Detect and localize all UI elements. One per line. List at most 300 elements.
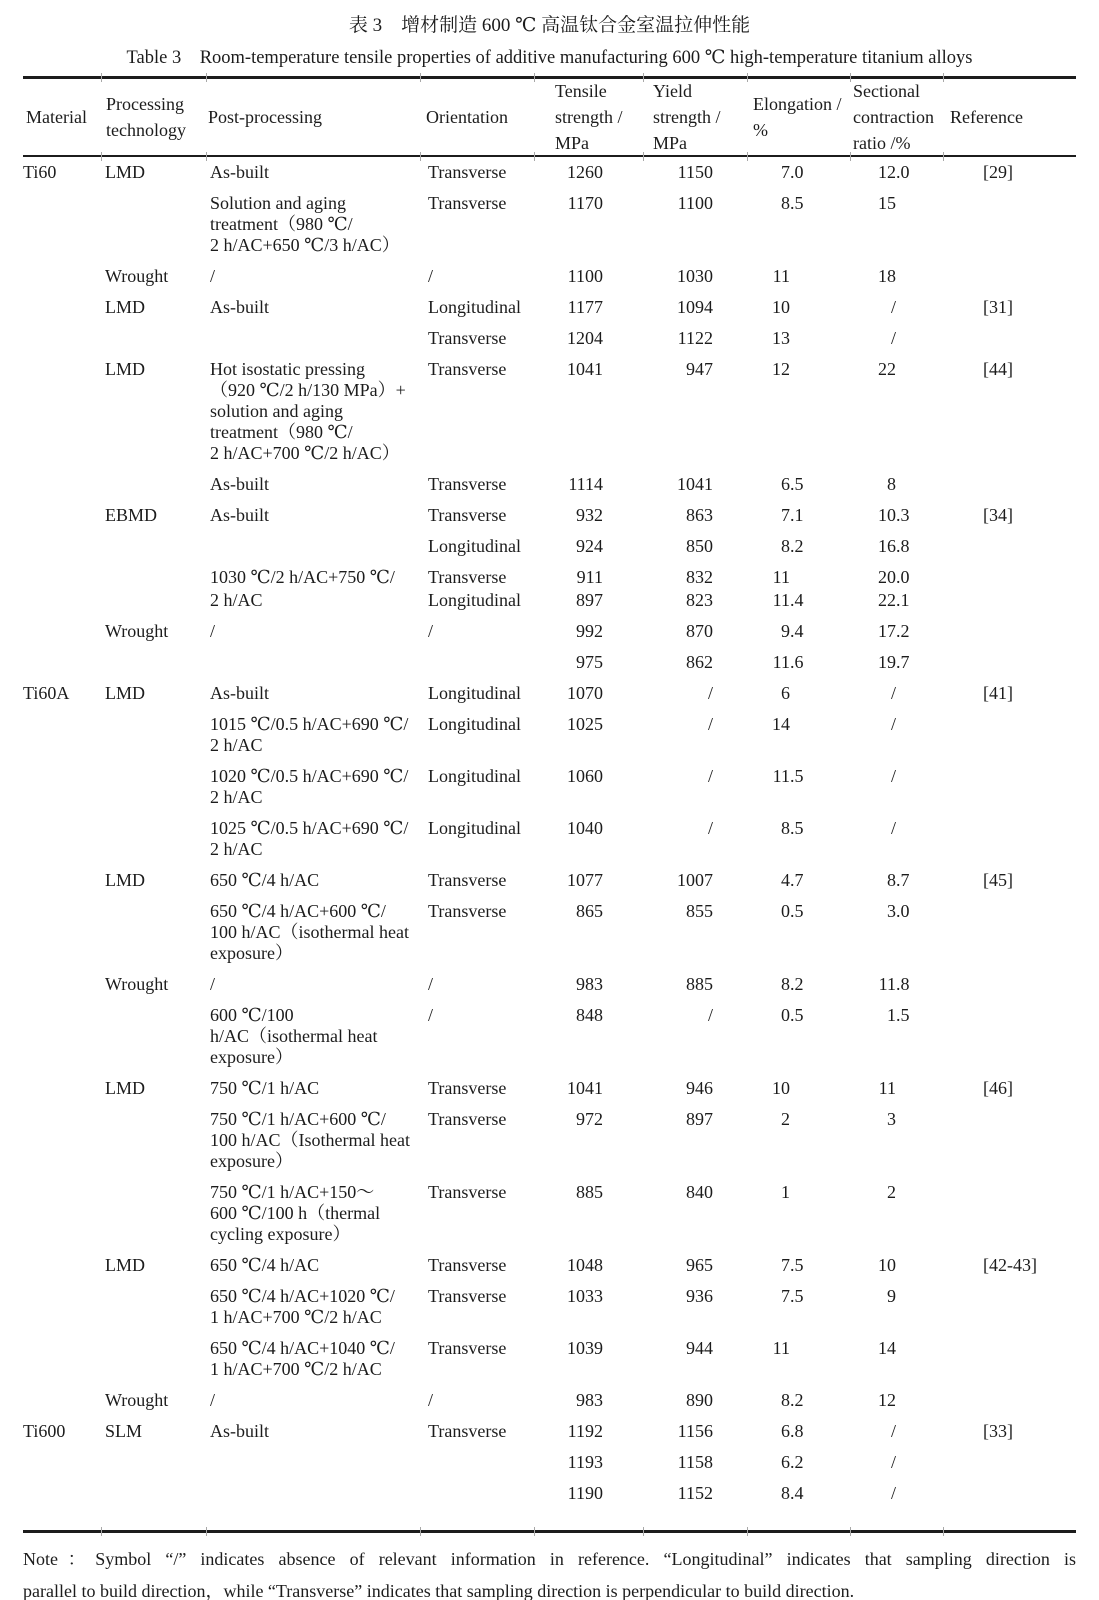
cell-elongation — [747, 1109, 850, 1130]
cell-elongation — [747, 1005, 850, 1026]
column-divider-tick — [420, 1527, 421, 1536]
value-decimal-part: .8 — [896, 535, 910, 556]
value-integer-part: 8 — [887, 869, 896, 890]
header-line: Tensile — [555, 81, 607, 101]
column-divider-tick — [943, 1527, 944, 1536]
cell-sectional-contraction — [850, 359, 943, 380]
cell-tensile-strength: 1177 — [567, 296, 603, 317]
value-integer-part: 12 — [878, 1389, 896, 1410]
value-integer-part: / — [890, 327, 896, 348]
cell-tensile-strength: 1048 — [567, 1254, 603, 1275]
value-decimal-part: .6 — [790, 651, 804, 672]
cell-sectional-contraction — [850, 266, 943, 287]
post-processing-line: Solution and aging — [210, 192, 346, 213]
value-integer-part: 2 — [887, 1181, 896, 1202]
header-line: Elongation / — [753, 94, 842, 114]
cell-tensile-strength: 1114 — [568, 473, 603, 494]
post-processing-line: 1 h/AC+700 ℃/2 h/AC — [210, 1358, 382, 1379]
cell-elongation — [747, 1483, 850, 1504]
cell-tensile-strength: 911 — [576, 566, 603, 587]
post-processing-line: 650 ℃/4 h/AC — [210, 1254, 320, 1275]
cell-yield-strength: 823 — [686, 589, 713, 610]
post-processing-line: treatment（980 ℃/ — [210, 421, 353, 442]
cell-orientation: Transverse — [428, 869, 507, 890]
column-divider-tick — [534, 1527, 535, 1536]
cell-orientation: Transverse — [428, 1285, 507, 1306]
cell-tensile-strength: 848 — [576, 1004, 603, 1025]
header-line: Reference — [950, 107, 1023, 127]
column-divider-tick — [101, 73, 102, 82]
post-processing-line: 2 h/AC+700 ℃/2 h/AC） — [210, 442, 400, 463]
value-decimal-part: .0 — [896, 161, 910, 182]
cell-orientation: / — [428, 1389, 434, 1410]
post-processing-line: 650 ℃/4 h/AC+1020 ℃/ — [210, 1285, 395, 1306]
post-processing-line: As-built — [210, 296, 270, 317]
cell-yield-strength: / — [707, 1004, 713, 1025]
cell-elongation — [747, 714, 850, 735]
cell-orientation: Transverse — [428, 161, 507, 182]
cell-post-processing — [206, 1109, 420, 1172]
cell-tensile-strength: 1260 — [567, 161, 603, 182]
post-processing-line: / — [210, 1389, 216, 1410]
cell-tensile-strength: 983 — [576, 1389, 603, 1410]
table-row — [23, 1338, 1076, 1380]
cell-sectional-contraction — [850, 590, 943, 611]
cell-yield-strength: 897 — [686, 1108, 713, 1129]
cell-sectional-contraction — [850, 766, 943, 787]
cell-orientation: / — [428, 973, 434, 994]
value-integer-part: 11 — [772, 1337, 790, 1358]
cell-orientation: Transverse — [428, 358, 507, 379]
cell-tensile-strength: 932 — [576, 504, 603, 525]
value-integer-part: / — [890, 765, 896, 786]
header-line: Post-processing — [208, 107, 322, 127]
header-line: strength / — [555, 107, 623, 127]
value-integer-part: 4 — [781, 869, 790, 890]
cell-elongation — [747, 1255, 850, 1276]
cell-elongation — [747, 505, 850, 526]
cell-elongation — [747, 1421, 850, 1442]
value-integer-part: 12 — [772, 358, 790, 379]
cell-elongation — [747, 870, 850, 891]
value-integer-part: 1 — [781, 1181, 790, 1202]
cell-reference: [31] — [983, 296, 1013, 317]
table-row — [23, 818, 1076, 860]
value-decimal-part: .0 — [790, 161, 804, 182]
value-integer-part: 10 — [772, 296, 790, 317]
cell-elongation — [747, 1452, 850, 1473]
cell-orientation: Transverse — [428, 1420, 507, 1441]
cell-yield-strength: 1007 — [677, 869, 713, 890]
cell-tensile-strength: 1170 — [567, 192, 603, 213]
value-integer-part: 15 — [878, 192, 896, 213]
cell-reference: [34] — [983, 504, 1013, 525]
value-integer-part: 13 — [772, 327, 790, 348]
value-integer-part: 14 — [878, 1337, 896, 1358]
cell-tensile-strength: 1041 — [567, 1077, 603, 1098]
column-divider-tick — [206, 73, 207, 82]
cell-sectional-contraction — [850, 1286, 943, 1307]
post-processing-line: 2 h/AC+650 ℃/3 h/AC） — [210, 234, 400, 255]
value-integer-part: 17 — [878, 620, 896, 641]
post-processing-line: 2 h/AC — [210, 838, 263, 859]
cell-reference: [29] — [983, 161, 1013, 182]
cell-elongation — [747, 193, 850, 214]
post-processing-line: As-built — [210, 161, 270, 182]
value-decimal-part: .7 — [896, 869, 910, 890]
cell-post-processing — [206, 1005, 420, 1068]
cell-tensile-strength: 897 — [576, 589, 603, 610]
header-line: technology — [106, 120, 186, 140]
cell-post-processing — [206, 474, 420, 495]
cell-processing-technology: Wrought — [105, 973, 169, 994]
table-row — [23, 974, 1076, 995]
value-integer-part: 8 — [781, 535, 790, 556]
cell-elongation — [747, 359, 850, 380]
table-row — [23, 266, 1076, 287]
cell-elongation — [747, 474, 850, 495]
value-integer-part: / — [890, 713, 896, 734]
cell-tensile-strength: 1040 — [567, 817, 603, 838]
value-decimal-part: .5 — [896, 1004, 910, 1025]
table-row — [23, 683, 1076, 704]
header-line: Orientation — [426, 107, 508, 127]
cell-reference: [42-43] — [983, 1254, 1037, 1275]
value-decimal-part: .5 — [790, 817, 804, 838]
table-header-rule — [23, 155, 1076, 157]
table-row — [23, 621, 1076, 642]
value-integer-part: 7 — [781, 1254, 790, 1275]
value-integer-part: / — [890, 296, 896, 317]
cell-post-processing — [206, 359, 420, 464]
table-row — [23, 297, 1076, 318]
note-line-2: parallel to build direction，while “Transverse” indicates that sampling direction is perpendicular to build direction. — [23, 1580, 855, 1600]
value-integer-part: / — [890, 1451, 896, 1472]
cell-processing-technology: LMD — [105, 1077, 145, 1098]
cell-reference: [45] — [983, 869, 1013, 890]
table-bottom-rule — [23, 1530, 1076, 1533]
cell-orientation: Transverse — [428, 1077, 507, 1098]
value-integer-part: 20 — [878, 566, 896, 587]
cell-orientation: Transverse — [428, 1181, 507, 1202]
cell-post-processing — [206, 1286, 420, 1328]
column-divider-tick — [206, 1527, 207, 1536]
cell-tensile-strength: 924 — [576, 535, 603, 556]
cell-elongation — [747, 901, 850, 922]
post-processing-line: As-built — [210, 473, 270, 494]
cell-post-processing — [206, 1255, 420, 1276]
column-divider-tick — [643, 1527, 644, 1536]
table-row — [23, 714, 1076, 756]
header-line: Material — [26, 107, 87, 127]
value-integer-part: 8 — [887, 473, 896, 494]
cell-orientation: Transverse — [428, 327, 507, 348]
value-decimal-part: .5 — [790, 192, 804, 213]
cell-post-processing — [206, 870, 420, 891]
table-row — [23, 901, 1076, 964]
table-body — [23, 157, 1076, 1524]
table-top-rule — [23, 76, 1076, 79]
post-processing-line: As-built — [210, 682, 270, 703]
value-integer-part: 16 — [878, 535, 896, 556]
table-row — [23, 1109, 1076, 1172]
cell-elongation — [747, 162, 850, 183]
cell-yield-strength: 863 — [686, 504, 713, 525]
cell-sectional-contraction — [850, 1483, 943, 1504]
cell-sectional-contraction — [850, 621, 943, 642]
cell-tensile-strength: 1100 — [567, 265, 603, 286]
value-decimal-part: .2 — [790, 1389, 804, 1410]
column-divider-tick — [850, 73, 851, 82]
value-integer-part: 8 — [781, 973, 790, 994]
value-integer-part: 11 — [878, 973, 896, 994]
post-processing-line: 750 ℃/1 h/AC+600 ℃/ — [210, 1108, 386, 1129]
post-processing-line: 2 h/AC — [210, 786, 263, 807]
table-row — [23, 505, 1076, 526]
table-row — [23, 1005, 1076, 1068]
cell-orientation: Longitudinal — [428, 589, 521, 610]
value-integer-part: / — [890, 1482, 896, 1503]
table-row — [23, 1286, 1076, 1328]
value-integer-part: 11 — [772, 651, 790, 672]
cell-yield-strength: 1094 — [677, 296, 713, 317]
table-row — [23, 359, 1076, 464]
value-integer-part: / — [890, 682, 896, 703]
cell-post-processing — [206, 1421, 420, 1442]
cell-sectional-contraction — [850, 1109, 943, 1130]
value-integer-part: 1 — [887, 1004, 896, 1025]
post-processing-line: As-built — [210, 504, 270, 525]
value-integer-part: 8 — [781, 1482, 790, 1503]
cell-tensile-strength: 975 — [576, 651, 603, 672]
column-divider-tick — [747, 1527, 748, 1536]
cell-processing-technology: Wrought — [105, 1389, 169, 1410]
value-decimal-part: .4 — [790, 589, 804, 610]
table-row — [23, 328, 1076, 349]
cell-yield-strength: / — [707, 682, 713, 703]
cell-processing-technology: LMD — [105, 869, 145, 890]
cell-tensile-strength: 972 — [576, 1108, 603, 1129]
post-processing-line: 650 ℃/4 h/AC+1040 ℃/ — [210, 1337, 395, 1358]
value-integer-part: / — [890, 1420, 896, 1441]
cell-material: Ti600 — [23, 1420, 66, 1441]
value-decimal-part: .0 — [896, 566, 910, 587]
cell-post-processing — [206, 1338, 420, 1380]
column-divider-tick — [101, 152, 102, 161]
value-integer-part: 2 — [781, 1108, 790, 1129]
table-row — [23, 590, 1076, 611]
table-row — [23, 652, 1076, 673]
value-decimal-part: .4 — [790, 1482, 804, 1503]
cell-elongation — [747, 328, 850, 349]
post-processing-line: 1025 ℃/0.5 h/AC+690 ℃/ — [210, 817, 409, 838]
post-processing-line: 1 h/AC+700 ℃/2 h/AC — [210, 1306, 382, 1327]
cell-post-processing — [206, 297, 420, 318]
post-processing-line: cycling exposure） — [210, 1223, 351, 1244]
value-integer-part: 8 — [781, 192, 790, 213]
cell-post-processing — [206, 590, 420, 611]
cell-tensile-strength: 865 — [576, 900, 603, 921]
value-integer-part: 11 — [772, 566, 790, 587]
cell-sectional-contraction — [850, 974, 943, 995]
col-header-orientation — [420, 79, 534, 155]
cell-elongation — [747, 1078, 850, 1099]
cell-yield-strength: 870 — [686, 620, 713, 641]
value-integer-part: 22 — [878, 589, 896, 610]
cell-orientation: Transverse — [428, 1337, 507, 1358]
table-row — [23, 1390, 1076, 1411]
post-processing-line: Hot isostatic pressing — [210, 358, 365, 379]
column-divider-tick — [643, 152, 644, 161]
post-processing-line: exposure） — [210, 1046, 293, 1067]
column-divider-tick — [943, 73, 944, 82]
header-line: MPa — [653, 133, 688, 153]
value-decimal-part: .2 — [790, 973, 804, 994]
post-processing-line: 600 ℃/100 h（thermal — [210, 1202, 381, 1223]
table-caption-en: Table 3 Room-temperature tensile properties of additive manufacturing 600 ℃ high-temperature titanium alloys — [126, 48, 973, 68]
cell-elongation — [747, 536, 850, 557]
cell-yield-strength: 1152 — [677, 1482, 713, 1503]
cell-sectional-contraction — [850, 1338, 943, 1359]
cell-yield-strength: 1156 — [677, 1420, 713, 1441]
value-integer-part: 0 — [781, 1004, 790, 1025]
cell-elongation — [747, 1182, 850, 1203]
cell-post-processing — [206, 901, 420, 964]
cell-post-processing — [206, 766, 420, 808]
post-processing-line: 100 h/AC（Isothermal heat — [210, 1129, 410, 1150]
cell-tensile-strength: 1041 — [567, 358, 603, 379]
cell-yield-strength: 936 — [686, 1285, 713, 1306]
table-row — [23, 474, 1076, 495]
cell-sectional-contraction — [850, 714, 943, 735]
cell-post-processing — [206, 193, 420, 256]
cell-sectional-contraction — [850, 328, 943, 349]
cell-sectional-contraction — [850, 818, 943, 839]
cell-yield-strength: 1158 — [677, 1451, 713, 1472]
post-processing-line: 650 ℃/4 h/AC+600 ℃/ — [210, 900, 386, 921]
value-decimal-part: .4 — [790, 620, 804, 641]
column-divider-tick — [534, 152, 535, 161]
cell-post-processing — [206, 266, 420, 287]
table-row — [23, 567, 1076, 588]
cell-processing-technology: Wrought — [105, 265, 169, 286]
cell-tensile-strength: 1192 — [567, 1420, 603, 1441]
value-integer-part: 6 — [781, 1420, 790, 1441]
value-integer-part: 9 — [887, 1285, 896, 1306]
value-decimal-part: .3 — [896, 504, 910, 525]
column-divider-tick — [101, 1527, 102, 1536]
cell-orientation: Transverse — [428, 1108, 507, 1129]
cell-elongation — [747, 1286, 850, 1307]
cell-yield-strength: / — [707, 713, 713, 734]
cell-tensile-strength: 983 — [576, 973, 603, 994]
cell-yield-strength: / — [707, 765, 713, 786]
value-integer-part: 10 — [878, 504, 896, 525]
cell-elongation — [747, 683, 850, 704]
cell-sectional-contraction — [850, 683, 943, 704]
value-decimal-part: .7 — [790, 869, 804, 890]
post-processing-line: 600 ℃/100 — [210, 1004, 294, 1025]
cell-yield-strength: 944 — [686, 1337, 713, 1358]
col-header-tech — [103, 79, 206, 155]
cell-sectional-contraction — [850, 567, 943, 588]
value-decimal-part: .8 — [790, 1420, 804, 1441]
note-line-1: Note：Symbol “/” indicates absence of relevant information in reference. “Longitudinal” indicates that sampling direction is — [23, 1548, 1076, 1569]
cell-tensile-strength: 1039 — [567, 1337, 603, 1358]
header-line: Yield — [653, 81, 692, 101]
cell-elongation — [747, 974, 850, 995]
cell-yield-strength: 947 — [686, 358, 713, 379]
post-processing-line: 1030 ℃/2 h/AC+750 ℃/ — [210, 566, 395, 587]
column-divider-tick — [206, 152, 207, 161]
column-divider-tick — [534, 73, 535, 82]
cell-post-processing — [206, 162, 420, 183]
value-integer-part: 7 — [781, 161, 790, 182]
value-integer-part: 19 — [878, 651, 896, 672]
value-integer-part: 9 — [781, 620, 790, 641]
cell-orientation: Transverse — [428, 900, 507, 921]
cell-post-processing — [206, 683, 420, 704]
post-processing-line: 1020 ℃/0.5 h/AC+690 ℃/ — [210, 765, 409, 786]
post-processing-line: exposure） — [210, 1150, 293, 1171]
value-integer-part: 8 — [781, 1389, 790, 1410]
cell-yield-strength: 890 — [686, 1389, 713, 1410]
value-decimal-part: .5 — [790, 1004, 804, 1025]
table-row — [23, 1483, 1076, 1504]
cell-processing-technology: Wrought — [105, 620, 169, 641]
column-divider-tick — [643, 73, 644, 82]
cell-yield-strength: 1041 — [677, 473, 713, 494]
post-processing-line: / — [210, 620, 216, 641]
cell-orientation: Transverse — [428, 566, 507, 587]
cell-yield-strength: 1100 — [677, 192, 713, 213]
value-integer-part: / — [890, 817, 896, 838]
table-row — [23, 162, 1076, 183]
cell-yield-strength: 832 — [686, 566, 713, 587]
cell-yield-strength: 855 — [686, 900, 713, 921]
cell-orientation: Longitudinal — [428, 765, 521, 786]
cell-sectional-contraction — [850, 1421, 943, 1442]
col-header-reference — [943, 79, 1076, 155]
value-integer-part: 22 — [878, 358, 896, 379]
cell-orientation: / — [428, 265, 434, 286]
column-divider-tick — [850, 1527, 851, 1536]
column-divider-tick — [943, 152, 944, 161]
cell-sectional-contraction — [850, 1452, 943, 1473]
post-processing-line: / — [210, 265, 216, 286]
value-integer-part: 18 — [878, 265, 896, 286]
cell-post-processing — [206, 818, 420, 860]
header-line: Sectional — [853, 81, 920, 101]
value-integer-part: 11 — [772, 765, 790, 786]
col-header-tensile — [534, 79, 643, 155]
cell-processing-technology: LMD — [105, 296, 145, 317]
col-header-material — [23, 79, 103, 155]
cell-tensile-strength: 1060 — [567, 765, 603, 786]
cell-processing-technology: LMD — [105, 1254, 145, 1275]
cell-post-processing — [206, 567, 420, 588]
post-processing-line: 650 ℃/4 h/AC — [210, 869, 320, 890]
value-integer-part: 6 — [781, 473, 790, 494]
cell-elongation — [747, 590, 850, 611]
cell-processing-technology: SLM — [105, 1420, 143, 1441]
value-integer-part: 11 — [772, 265, 790, 286]
cell-tensile-strength: 1193 — [567, 1451, 603, 1472]
cell-post-processing — [206, 621, 420, 642]
value-decimal-part: .5 — [790, 1285, 804, 1306]
cell-yield-strength: 946 — [686, 1077, 713, 1098]
col-header-contraction — [850, 79, 943, 155]
